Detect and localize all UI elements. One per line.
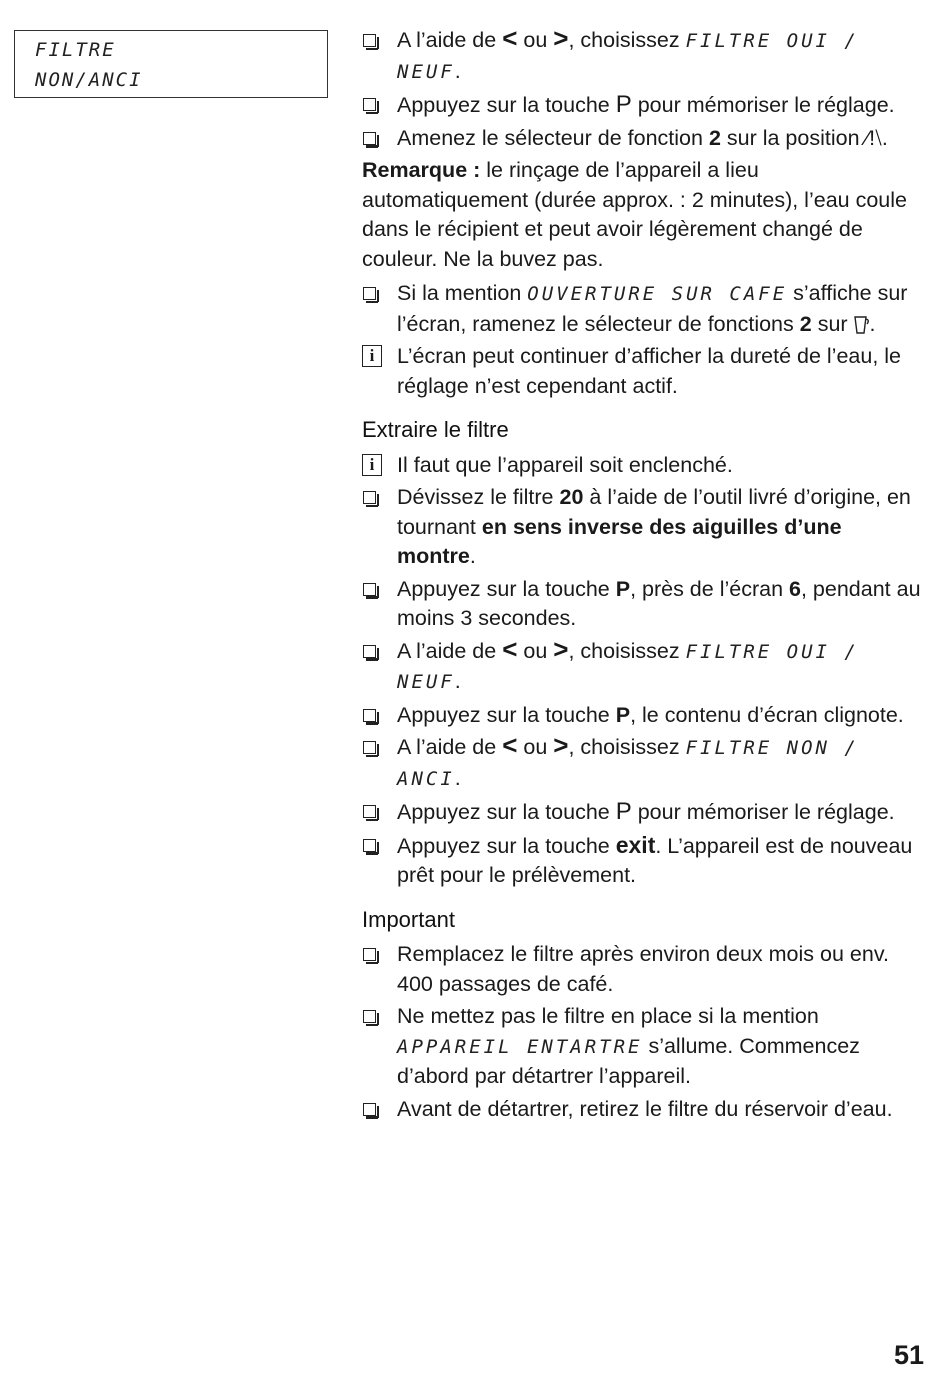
list-item: Remplacez le filtre après environ deux mois ou env. 400 passages de café.: [362, 940, 922, 999]
display-line-1: FILTRE: [35, 39, 116, 61]
display-panel: [14, 30, 328, 98]
list-item: Amenez le sélecteur de fonction 2 sur la position ⁄!⧵.: [362, 124, 922, 154]
section-heading: Extraire le filtre: [362, 417, 509, 442]
cup-icon: [854, 315, 870, 335]
display-text: OUVERTURE SUR CAFE: [527, 283, 788, 305]
display-text: FILTRE OUI / NEUF: [397, 30, 859, 83]
list-item: A l’aide de < ou >, choisissez FILTRE NON / ANCI.: [362, 733, 922, 794]
section-heading: Important: [362, 906, 455, 932]
list-item: i L’écran peut continuer d’afficher la dureté de l’eau, le réglage n’est cependant actif.: [362, 342, 922, 401]
list-item: A l’aide de < ou >, choisissez FILTRE OUI / NEUF.: [362, 26, 922, 87]
list-item: i Il faut que l’appareil soit enclenché.: [362, 451, 922, 481]
list-item: Appuyez sur la touche P pour mémoriser le réglage.: [362, 797, 922, 828]
list-item: Si la mention OUVERTURE SUR CAFE s’affiche sur l’écran, ramenez le sélecteur de fonctions 2 sur .: [362, 279, 922, 339]
list-item: A l’aide de < ou >, choisissez FILTRE OUI / NEUF.: [362, 637, 922, 698]
list-item: Appuyez sur la touche exit. L’appareil est de nouveau prêt pour le prélèvement.: [362, 831, 922, 891]
remark-paragraph: Remarque : le rinçage de l’appareil a lieu automatiquement (durée approx. : 2 minutes), l’eau coule dans le récipient et peut avoir légèrement changé de couleur. Ne la buvez pas.: [362, 158, 907, 271]
main-column: [362, 23, 922, 1127]
display-line-2: NON/ANCI: [35, 69, 143, 91]
rinse-symbol: ⁄!⧵: [865, 125, 882, 150]
display-text: APPAREIL ENTARTRE: [397, 1035, 643, 1058]
list-item: Dévissez le filtre 20 à l’aide de l’outil livré d’origine, en tournant en sens inverse des aiguilles d’une montre.: [362, 483, 922, 572]
list-item: Appuyez sur la touche P pour mémoriser le réglage.: [362, 90, 922, 121]
display-text: FILTRE OUI / NEUF: [397, 640, 859, 693]
list-item: Appuyez sur la touche P, près de l’écran 6, pendant au moins 3 secondes.: [362, 575, 922, 634]
list-item: Ne mettez pas le filtre en place si la mention APPAREIL ENTARTRE s’allume. Commencez d’abord par détartrer l’appareil.: [362, 1002, 922, 1092]
list-item: Appuyez sur la touche P, le contenu d’écran clignote.: [362, 701, 922, 731]
page-number: 51: [894, 1340, 925, 1370]
list-item: Avant de détartrer, retirez le filtre du réservoir d’eau.: [362, 1095, 922, 1125]
display-text: FILTRE NON / ANCI: [397, 737, 859, 790]
